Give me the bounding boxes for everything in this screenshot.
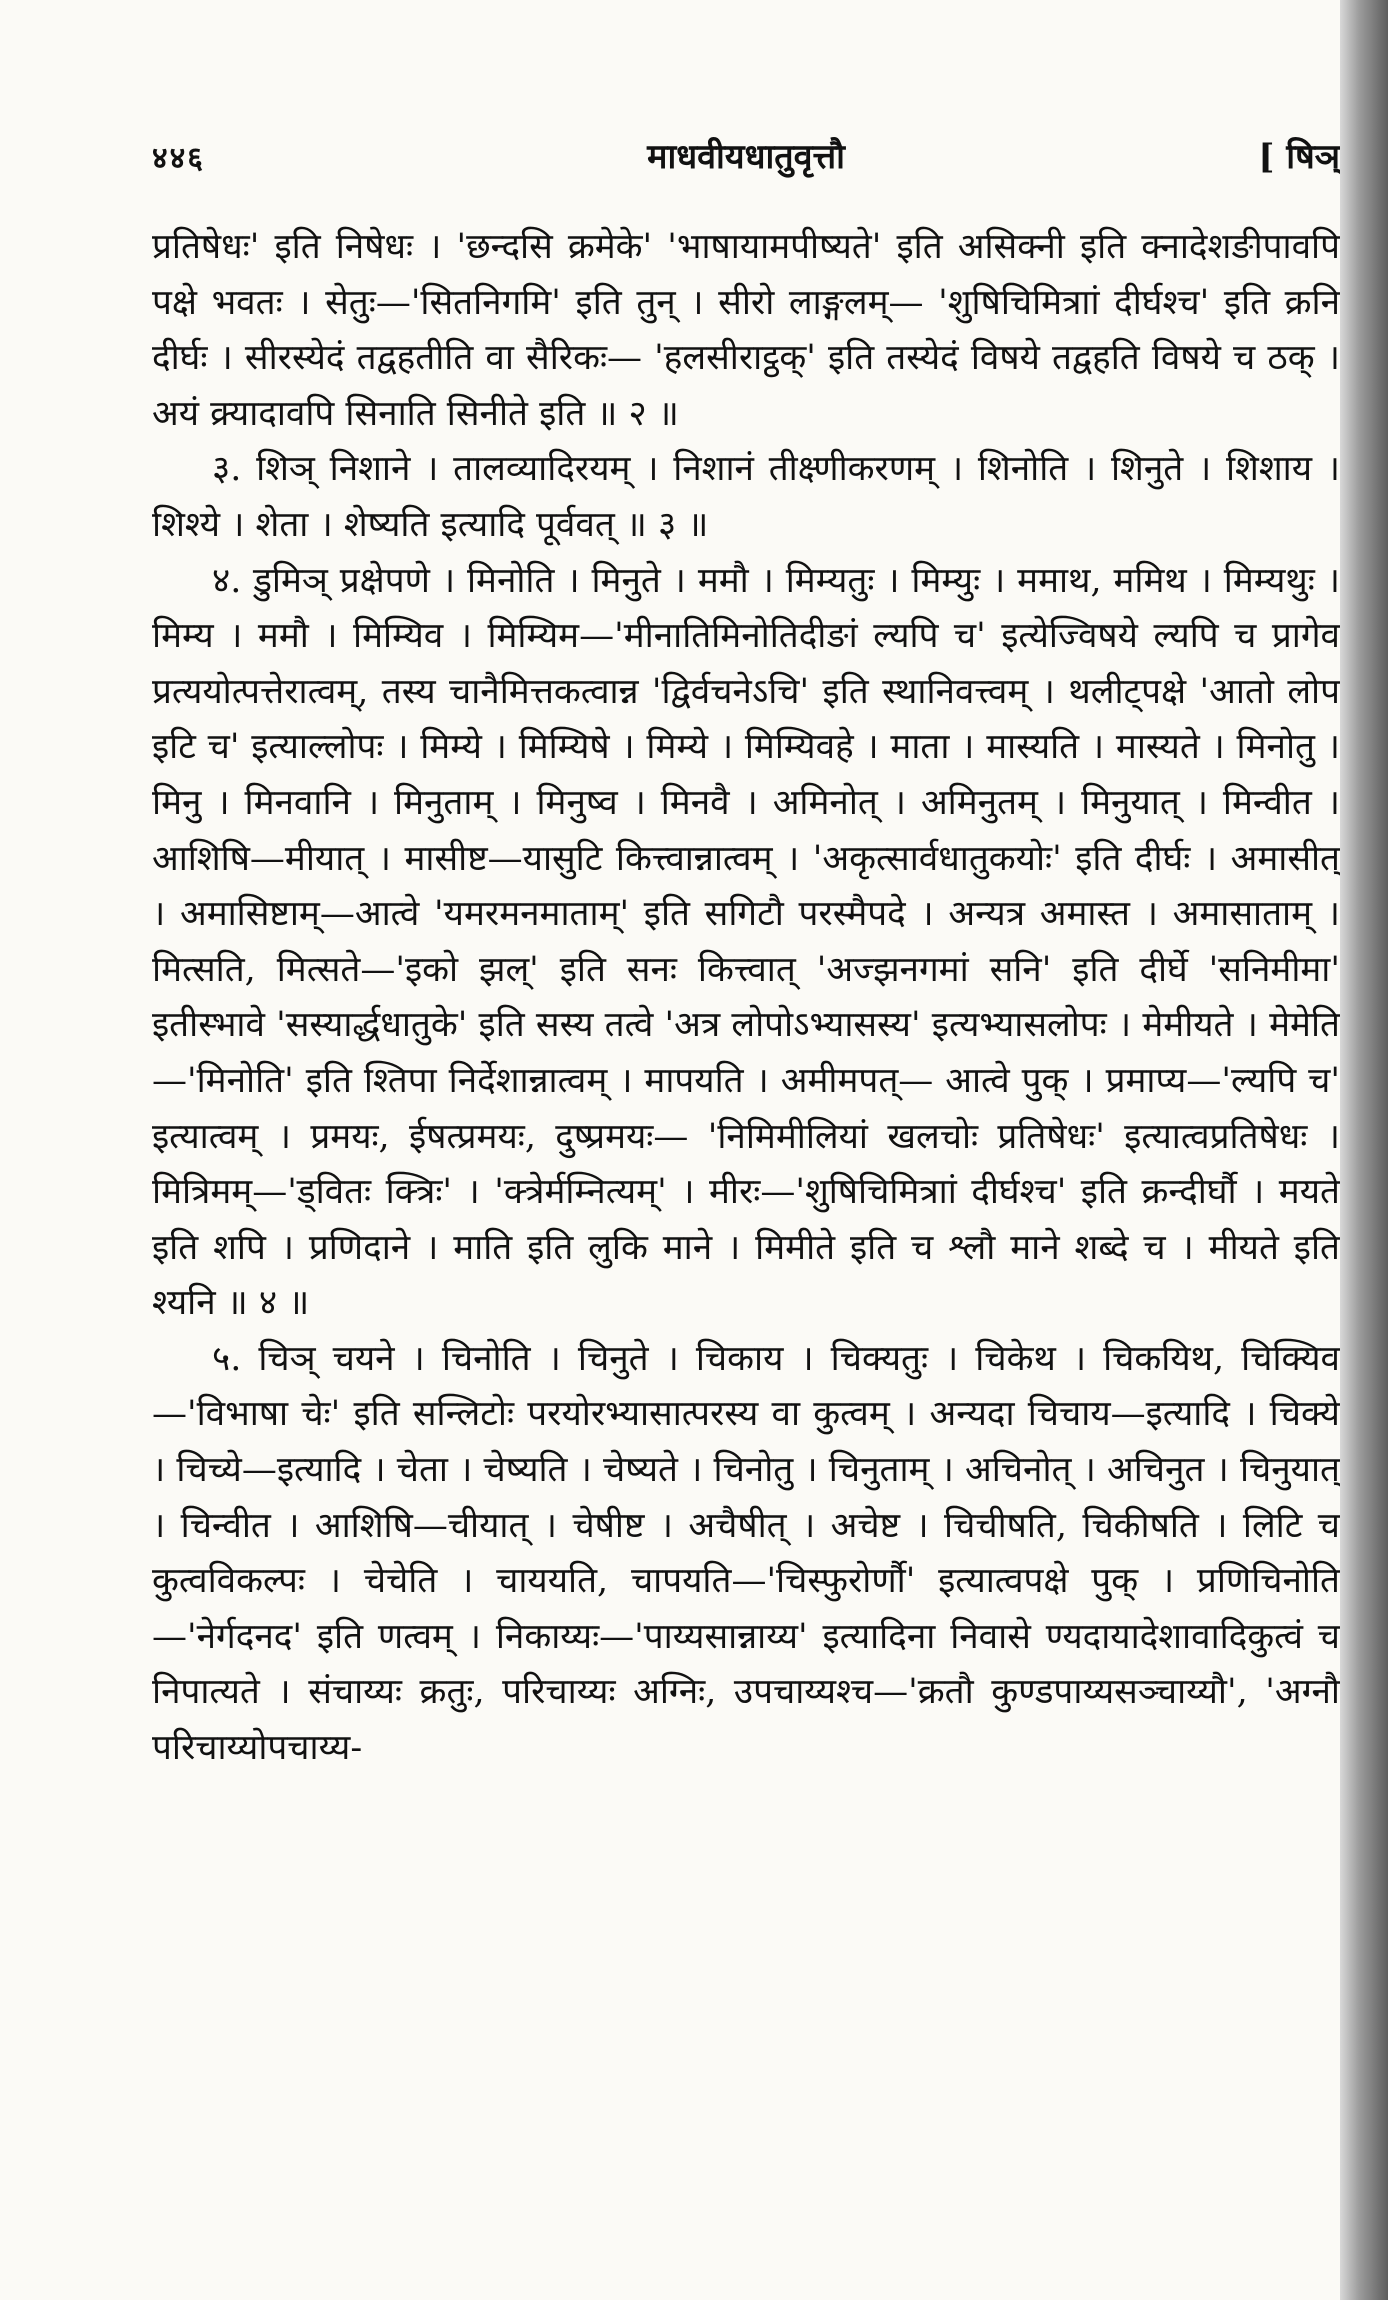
page-header	[152, 128, 1340, 188]
body-text	[152, 220, 1340, 1777]
running-title: माधवीयधातुवृत्तौ	[647, 137, 845, 177]
paragraph-entry-4: ४. डुमिञ् प्रक्षेपणे । मिनोति । मिनुते । ममौ । मिम्यतुः । मिम्युः । ममाथ, ममिथ । मिम्यथुः । मिम्य । ममौ । मिम्यिव । मिम्यिम—'मीनातिमिनोतिदीङां ल्यपि च' इत्येज्विषये ल्यपि च प्रागेव प्रत्ययोत्पत्तेरात्वम्, तस्य चानैमित्तकत्वान्न 'द्विर्वचनेऽचि' इति स्थानिवत्त्वम् । थलीट्पक्षे 'आतो लोप इटि च' इत्याल्लोपः । मिम्ये । मिम्यिषे । मिम्ये । मिम्यिवहे । माता । मास्यति । मास्यते । मिनोतु । मिनु । मिनवानि । मिनुताम् । मिनुष्व । मिनवै । अमिनोत् । अमिनुतम् । मिनुयात् । मिन्वीत । आशिषि—मीयात् । मासीष्ट—यासुटि कित्त्वान्नात्वम् । 'अकृत्सार्वधातुकयोः' इति दीर्घः । अमासीत् । अमासिष्टाम्—आत्वे 'यमरमनमाताम्' इति सगिटौ परस्मैपदे । अन्यत्र अमास्त । अमासाताम् । मित्सति, मित्सते—'इको झल्' इति सनः कित्त्वात् 'अज्झनगमां सनि' इति दीर्घे 'सनिमीमा' इतीस्भावे 'सस्यार्द्धधातुके' इति सस्य तत्वे 'अत्र लोपोऽभ्यासस्य' इत्यभ्यासलोपः । मेमीयते । मेमेति—'मिनोति' इति श्तिपा निर्देशान्नात्वम् । मापयति । अमीमपत्— आत्वे पुक् । प्रमाप्य—'ल्यपि च' इत्यात्वम् । प्रमयः, ईषत्प्रमयः, दुष्प्रमयः— 'निमिमीलियां खलचोः प्रतिषेधः' इत्यात्वप्रतिषेधः । मित्रिमम्—'ड्वितः क्त्रिः' । 'क्त्रेर्मम्नित्यम्' । मीरः—'शुषिचिमित्राां दीर्घश्च' इति क्रन्दीर्घौ । मयते इति शपि । प्रणिदाने । माति इति लुकि माने । मिमीते इति च श्लौ माने शब्दे च । मीयते इति श्यनि ॥ ४ ॥	[152, 560, 1340, 1324]
page-number: ४४६	[152, 141, 205, 176]
page-edge-shadow	[1340, 0, 1388, 2300]
paragraph-entry-5: ५. चिञ् चयने । चिनोति । चिनुते । चिकाय । चिक्यतुः । चिकेथ । चिकयिथ, चिक्यिव—'विभाषा चेः' इति सन्लिटोः परयोरभ्यासात्परस्य वा कुत्वम् । अन्यदा चिचाय—इत्यादि । चिक्ये । चिच्ये—इत्यादि । चेता । चेष्यति । चेष्यते । चिनोतु । चिनुताम् । अचिनोत् । अचिनुत । चिनुयात् । चिन्वीत । आशिषि—चीयात् । चेषीष्ट । अचैषीत् । अचेष्ट । चिचीषति, चिकीषति । लिटि च कुत्वविकल्पः । चेचेति । चाययति, चापयति—'चिस्फुरोर्णौ' इत्यात्वपक्षे पुक् । प्रणिचिनोति—'नेर्गदनद' इति णत्वम् । निकाय्यः—'पाय्यसान्नाय्य' इत्यादिना निवासे ण्यदायादेशावादिकुत्वं च निपात्यते । संचाय्यः क्रतुः, परिचाय्यः अग्निः, उपचाय्यश्च—'क्रतौ कुण्डपाय्यसञ्चाय्यौ', 'अग्नौ परिचाय्योपचाय्य-	[152, 1338, 1340, 1769]
section-marker: [ षिञ्	[1258, 137, 1340, 177]
paragraph-entry-3: ३. शिञ् निशाने । तालव्यादिरयम् । निशानं तीक्ष्णीकरणम् । शिनोति । शिनुते । शिशाय । शिश्ये । शेता । शेष्यति इत्यादि पूर्ववत् ॥ ३ ॥	[152, 449, 1340, 545]
paragraph-continuation: प्रतिषेधः' इति निषेधः । 'छन्दसि क्रमेके' 'भाषायामपीष्यते' इति असिक्नी इति क्नादेशङीपावपि पक्षे भवतः । सेतुः—'सितनिगमि' इति तुन् । सीरो लाङ्गलम्— 'शुषिचिमित्राां दीर्घश्च' इति क्रनि दीर्घः । सीरस्येदं तद्वहतीति वा सैरिकः— 'हलसीराट्ठक्' इति तस्येदं विषये तद्वहति विषये च ठक् । अयं क्र्यादावपि सिनाति सिनीते इति ॥ २ ॥	[152, 227, 1340, 434]
